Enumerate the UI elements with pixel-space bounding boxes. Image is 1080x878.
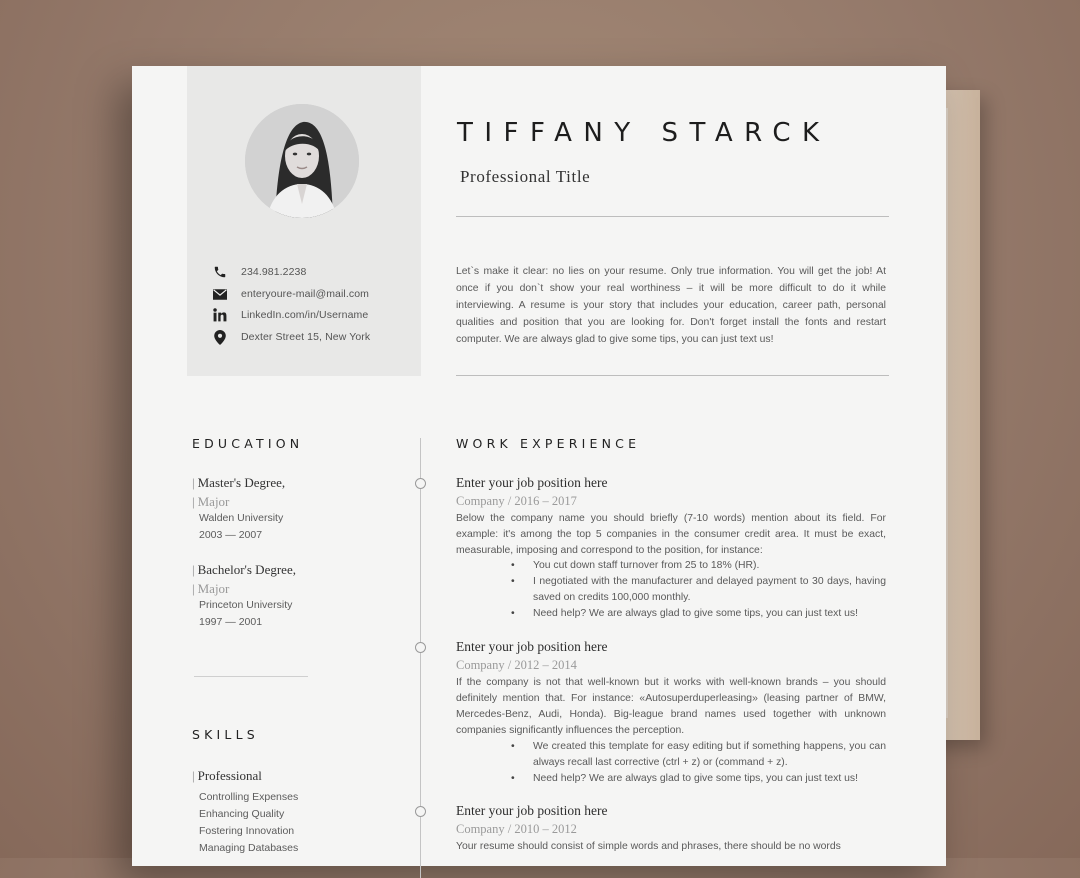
- profile-photo: [245, 104, 359, 218]
- education-school: Walden University: [199, 512, 284, 524]
- contact-linkedin: [212, 305, 432, 325]
- job-bullet: • Need help? We are always glad to give some tips, you can just text us!: [509, 606, 886, 622]
- job-description: Your resume should consist of simple words and phrases, there should be no words: [456, 841, 841, 852]
- job-bullets: [509, 558, 886, 622]
- education-heading: EDUCATION: [192, 436, 304, 451]
- job-description: If the company is not that well-known but it works with well-known brands – you should definitely mention that. For instance: «Autosuperduperleasing» (leasing partner of BMW, Mercedes-Benz, Audi, Honda). Big-league brand names used together with unknown companies significantly influences the perception.: [456, 677, 886, 736]
- job-position: Enter your job position here: [456, 803, 608, 818]
- skill-item: Enhancing Quality: [199, 808, 285, 820]
- job-bullet: • You cut down staff turnover from 25 to 18% (HR).: [509, 558, 886, 574]
- header-divider: [456, 216, 889, 217]
- job-position: Enter your job position here: [456, 639, 608, 654]
- contact-phone-text: 234.981.2238: [241, 266, 307, 278]
- job-bullet: • We created this template for easy editing but if something happens, you can always recall last corrective (ctrl + z) or (command + z).: [509, 739, 886, 771]
- job-bullet: • I negotiated with the manufacturer and delayed payment to 30 days, having saved on credits 100,000 monthly.: [509, 574, 886, 606]
- contact-email: [212, 284, 432, 304]
- skills-group-title: | Professional: [192, 768, 262, 783]
- timeline-dot: [415, 478, 426, 489]
- candidate-name: TIFFANY STARCK: [457, 118, 831, 148]
- job-company: Company / 2012 – 2014: [456, 658, 577, 672]
- job-bullet: • Need help? We are always glad to give some tips, you can just text us!: [509, 771, 886, 787]
- education-major: | Major: [192, 494, 230, 509]
- envelope-icon: [212, 286, 228, 302]
- professional-title: Professional Title: [460, 167, 591, 186]
- timeline-dot: [415, 806, 426, 817]
- job-position: Enter your job position here: [456, 475, 608, 490]
- contact-email-text: enteryoure-mail@mail.com: [241, 288, 370, 300]
- education-degree: | Master's Degree,: [192, 475, 286, 490]
- resume-page: [132, 66, 946, 866]
- contact-address: [212, 327, 432, 347]
- profile-summary: Let`s make it clear: no lies on your resume. Only true information. You will get the job! At once if you don`t show your real worthiness – it will be more difficult to do it while interviewing. A resume is your story that includes your education, career path, personal qualities and position that you are looking for. Don't forget install the fonts and restart computer. We are always glad to give some tips, you can just text us!: [456, 266, 886, 345]
- education-years: 1997 — 2001: [199, 616, 263, 628]
- summary-divider: [456, 375, 889, 376]
- work-experience-heading: WORK EXPERIENCE: [456, 436, 641, 451]
- job-bullets: [509, 739, 886, 787]
- skill-item: Fostering Innovation: [199, 825, 295, 837]
- skills-heading: SKILLS: [192, 727, 259, 742]
- contact-phone: [212, 262, 432, 282]
- education-degree: | Bachelor's Degree,: [192, 562, 296, 577]
- skill-item: Managing Databases: [199, 842, 299, 854]
- education-years: 2003 — 2007: [199, 529, 263, 541]
- skill-item: Controlling Expenses: [199, 791, 299, 803]
- location-pin-icon: [212, 329, 228, 345]
- contact-address-text: Dexter Street 15, New York: [241, 331, 371, 343]
- sidebar-divider: [194, 676, 308, 677]
- job-company: Company / 2016 – 2017: [456, 494, 577, 508]
- education-major: | Major: [192, 581, 230, 596]
- linkedin-icon: [212, 307, 228, 323]
- phone-icon: [212, 264, 228, 280]
- timeline-dot: [415, 642, 426, 653]
- job-description: Below the company name you should briefly (7-10 words) mention about its field. For example: it's among the top 5 companies in the consumer credit area. It must be exact, measurable, imposing and correspond to the position, for instance:: [456, 513, 886, 556]
- job-company: Company / 2010 – 2012: [456, 822, 577, 836]
- education-school: Princeton University: [199, 599, 293, 611]
- contact-linkedin-text: LinkedIn.com/in/Username: [241, 309, 369, 321]
